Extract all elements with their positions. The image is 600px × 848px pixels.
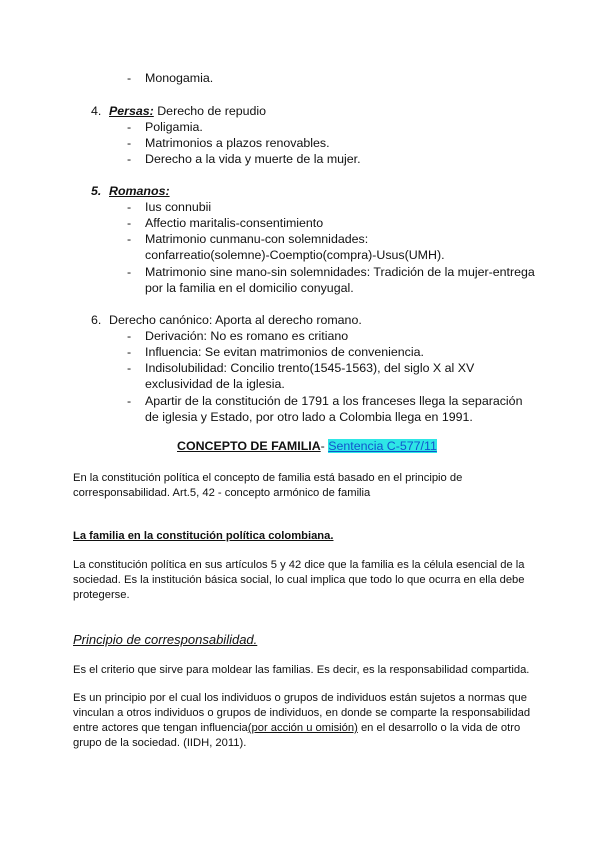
- text-run: entre actores que tengan influencia: [73, 722, 248, 734]
- paragraph-line: corresponsabilidad. Art.5, 42 - concepto armónico de familia: [73, 487, 371, 499]
- bullet-dash: -: [127, 345, 132, 359]
- section-heading: Principio de corresponsabilidad.: [73, 632, 258, 647]
- romanos-heading: Romanos:: [109, 184, 170, 198]
- bullet-dash: -: [127, 329, 132, 343]
- title-separator: -: [320, 439, 329, 453]
- canonico-heading: Derecho canónico: Aporta al derecho romano.: [109, 313, 362, 327]
- list-item-continuation: de iglesia y Estado, por otro lado a Colombia llega en 1991.: [145, 410, 473, 424]
- bullet-dash: -: [127, 265, 132, 279]
- list-item: Monogamia.: [145, 71, 214, 85]
- list-item: Derecho a la vida y muerte de la mujer.: [145, 152, 361, 166]
- underlined-text: (por acción u omisión): [247, 722, 358, 734]
- bullet-dash: -: [127, 152, 132, 166]
- bullet-dash: -: [127, 394, 132, 408]
- list-item: Derivación: No es romano es critiano: [145, 329, 349, 343]
- list-item: Matrimonio cunmanu-con solemnidades:: [145, 232, 369, 246]
- list-item: Affectio maritalis-consentimiento: [145, 216, 324, 230]
- paragraph-line: sociedad. Es la institución básica social, lo cual implica que todo lo que ocurra en ella debe: [73, 574, 525, 586]
- list-number: 5.: [91, 184, 102, 198]
- section-title: CONCEPTO DE FAMILIA: [177, 439, 321, 453]
- bullet-dash: -: [127, 232, 132, 246]
- section-heading: La familia en la constitución política colombiana.: [73, 530, 334, 542]
- sentencia-link[interactable]: Sentencia C-577/11: [328, 439, 437, 453]
- list-item: Indisolubilidad: Concilio trento(1545-1563), del siglo X al XV: [145, 361, 475, 375]
- bullet-dash: -: [127, 216, 132, 230]
- list-item-continuation: exclusividad de la iglesia.: [145, 377, 285, 391]
- paragraph-line: Es el criterio que sirve para moldear las familias. Es decir, es la responsabilidad compartida.: [73, 664, 530, 676]
- persas-rest: Derecho de repudio: [157, 104, 267, 118]
- paragraph-line: protegerse.: [73, 589, 130, 601]
- list-number: 6.: [91, 313, 102, 327]
- paragraph-line: vinculan a otros individuos o grupos de individuos, en donde se comparte la responsabilidad: [73, 707, 531, 719]
- paragraph-line: En la constitución política el concepto de familia está basado en el principio de: [73, 472, 463, 484]
- bullet-dash: -: [127, 361, 132, 375]
- bullet-dash: -: [127, 71, 132, 85]
- list-number: 4.: [91, 104, 102, 118]
- list-item-continuation: por la familia en el domicilio conyugal.: [145, 281, 354, 295]
- list-item: Influencia: Se evitan matrimonios de conveniencia.: [145, 345, 424, 359]
- persas-heading: Persas:: [109, 104, 154, 118]
- list-item: Matrimonios a plazos renovables.: [145, 136, 330, 150]
- list-item-continuation: confarreatio(solemne)-Coemptio(compra)-Usus(UMH).: [145, 248, 445, 262]
- list-item: Ius connubii: [145, 200, 212, 214]
- paragraph-line: [73, 721, 520, 735]
- list-item: Poligamia.: [145, 120, 203, 134]
- text-run: en el desarrollo o la vida de otro: [357, 722, 521, 734]
- section-title-line: [177, 439, 437, 454]
- paragraph-line: grupo de la sociedad. (IIDH, 2011).: [73, 737, 247, 749]
- persas-heading-line: [109, 104, 266, 119]
- paragraph-line: Es un principio por el cual los individuos o grupos de individuos están sujetos a normas que: [73, 692, 527, 704]
- paragraph-line: La constitución política en sus artículos 5 y 42 dice que la familia es la célula esencial de la: [73, 559, 525, 571]
- list-item: Matrimonio sine mano-sin solemnidades: Tradición de la mujer-entrega: [145, 265, 535, 279]
- bullet-dash: -: [127, 136, 132, 150]
- list-item: Apartir de la constitución de 1791 a los franceses llega la separación: [145, 394, 523, 408]
- bullet-dash: -: [127, 200, 132, 214]
- bullet-dash: -: [127, 120, 132, 134]
